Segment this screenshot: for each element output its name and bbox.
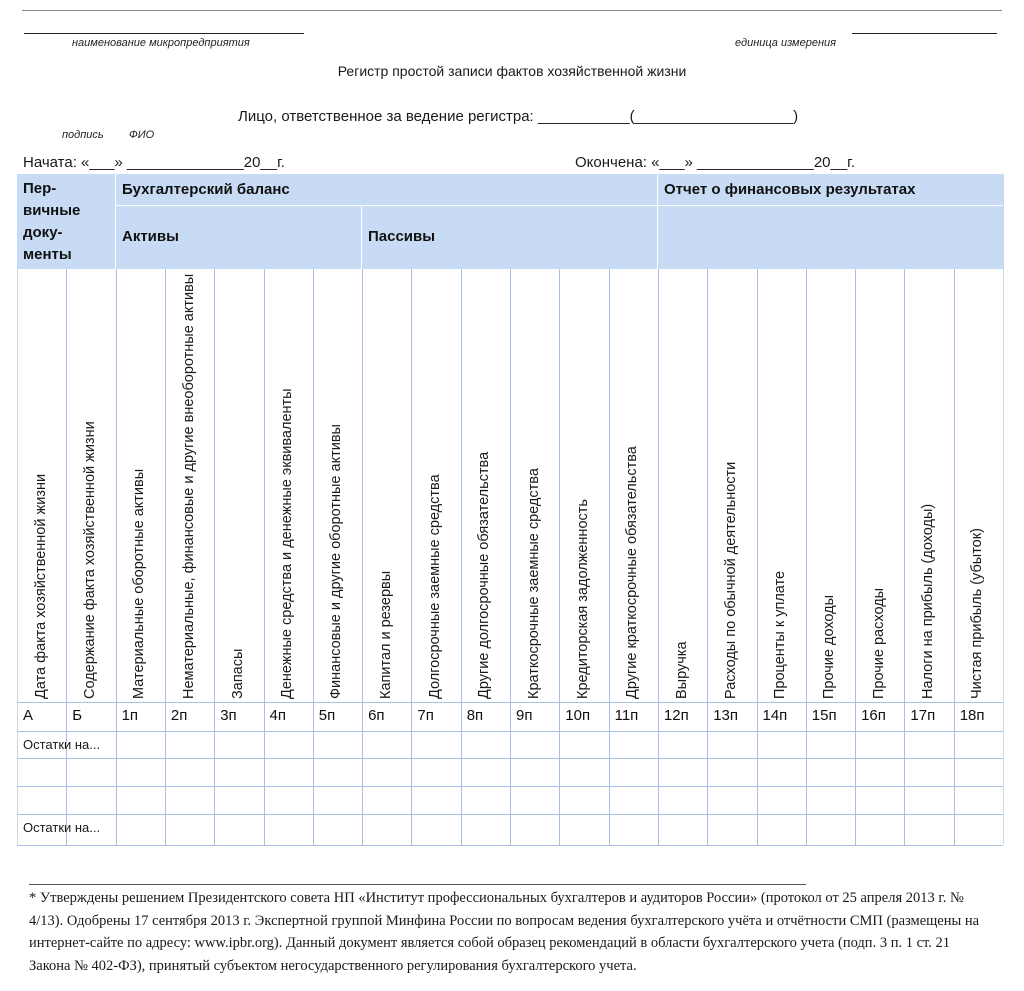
column-header-label: Расходы по обычной деятельности — [722, 461, 739, 699]
ended-line: Окончена: «___» ______________20__г. — [575, 154, 855, 171]
codes-top-line — [17, 702, 1003, 703]
column-header-label: Налоги на прибыль (доходы) — [920, 503, 937, 699]
header-sep-liabilities — [361, 205, 362, 269]
row-divider — [17, 758, 1003, 759]
assets-label: Активы — [122, 228, 179, 245]
column-header-label: Прочие расходы — [870, 587, 887, 699]
balance-label: Бухгалтерский баланс — [122, 181, 290, 198]
primary-docs-label: Пер- вичные доку- менты — [23, 180, 81, 263]
table-right-edge — [1003, 174, 1004, 845]
row-divider — [17, 731, 1003, 732]
column-code: 6п — [368, 707, 385, 724]
top-rule — [22, 10, 1002, 11]
register-title: Регистр простой записи фактов хозяйственной жизни — [337, 63, 687, 79]
column-code: 12п — [663, 707, 689, 724]
column-code: 9п — [516, 707, 533, 724]
table-bottom-line — [17, 845, 1003, 846]
column-header-label: Дата факта хозяйственной жизни — [32, 473, 49, 699]
column-header-label: Запасы — [229, 648, 246, 699]
column-code: 16п — [861, 707, 886, 724]
column-code: Б — [72, 707, 83, 724]
column-header-label: Капитал и резервы — [377, 570, 394, 699]
header-sep-sub — [115, 205, 1003, 206]
table-row-label: Остатки на... — [23, 737, 101, 752]
table-row-label: Остатки на... — [23, 820, 101, 835]
column-header-label: Другие краткосрочные обязательства — [624, 446, 641, 699]
column-code: 8п — [466, 707, 484, 724]
column-header-label: Денежные средства и денежные эквиваленты — [279, 388, 296, 699]
column-header-label: Прочие доходы — [821, 594, 838, 699]
responsible-line: Лицо, ответственное за ведение регистра: ___________(___________________) — [238, 108, 799, 125]
column-code: А — [23, 707, 34, 724]
row-divider — [17, 814, 1003, 815]
register-table — [17, 174, 1003, 845]
column-code: 2п — [170, 707, 188, 724]
column-code: 15п — [811, 707, 837, 724]
column-code: 1п — [121, 707, 139, 724]
footnote: * Утверждены решением Президентского совета НП «Институт профессиональных бухгалтеров и аудиторов России» (протокол от 25 апреля 2013 г. № 4/13). Одобрены 17 сентября 2013 г. Экспертной группой Минфина России по вопросам ведения бухгалтерского учёта и отчётности СМП (размещены на интернет-сайте по адресу: www.ipbr.org). Данный документ является собой образец рекомендаций в области бухгалтерского учета (подп. 3 п. 1 ст. 21 Закона № 402-ФЗ), принятый субъектом негосударственного регулирования бухгалтерского учета. — [29, 890, 980, 974]
column-header-label: Материальные оборотные активы — [131, 468, 148, 699]
column-code: 13п — [713, 707, 738, 724]
column-code: 18п — [959, 707, 985, 724]
name-caption: ФИО — [129, 129, 155, 141]
income-statement-label: Отчет о финансовых результатах — [664, 181, 916, 198]
started-line: Начата: «___» ______________20__г. — [23, 154, 285, 171]
column-header-label: Долгосрочные заемные средства — [427, 474, 444, 699]
row-divider — [17, 786, 1003, 787]
unit-line — [852, 33, 997, 34]
column-code: 5п — [318, 707, 336, 724]
header-sep-primary — [115, 174, 116, 269]
header-sep-income — [657, 174, 658, 269]
column-code: 11п — [614, 707, 639, 724]
liabilities-label: Пассивы — [368, 228, 436, 245]
enterprise-name-line — [24, 33, 304, 34]
column-code: 17п — [910, 707, 936, 724]
column-code: 10п — [565, 707, 591, 724]
column-header-label: Содержание факта хозяйственной жизни — [81, 421, 98, 699]
column-code: 14п — [762, 707, 788, 724]
footnote-rule — [29, 884, 806, 885]
column-header-label: Другие долгосрочные обязательства — [476, 451, 493, 699]
column-header-label: Кредиторская задолженность — [574, 499, 591, 699]
signature-caption: подпись — [62, 129, 104, 141]
column-header-label: Выручка — [673, 641, 690, 699]
column-header-label: Проценты к уплате — [772, 570, 789, 699]
enterprise-caption: наименование микропредприятия — [72, 37, 250, 49]
unit-caption: единица измерения — [735, 37, 836, 49]
column-code: 3п — [220, 707, 237, 724]
column-header-label: Чистая прибыль (убыток) — [969, 528, 986, 699]
column-header-label: Финансовые и другие оборотные активы — [328, 424, 345, 699]
column-header-label: Краткосрочные заемные средства — [525, 468, 542, 699]
column-code: 7п — [417, 707, 434, 724]
column-header-label: Нематериальные, финансовые и другие внеоборотные активы — [180, 273, 197, 699]
column-code: 4п — [269, 707, 286, 724]
